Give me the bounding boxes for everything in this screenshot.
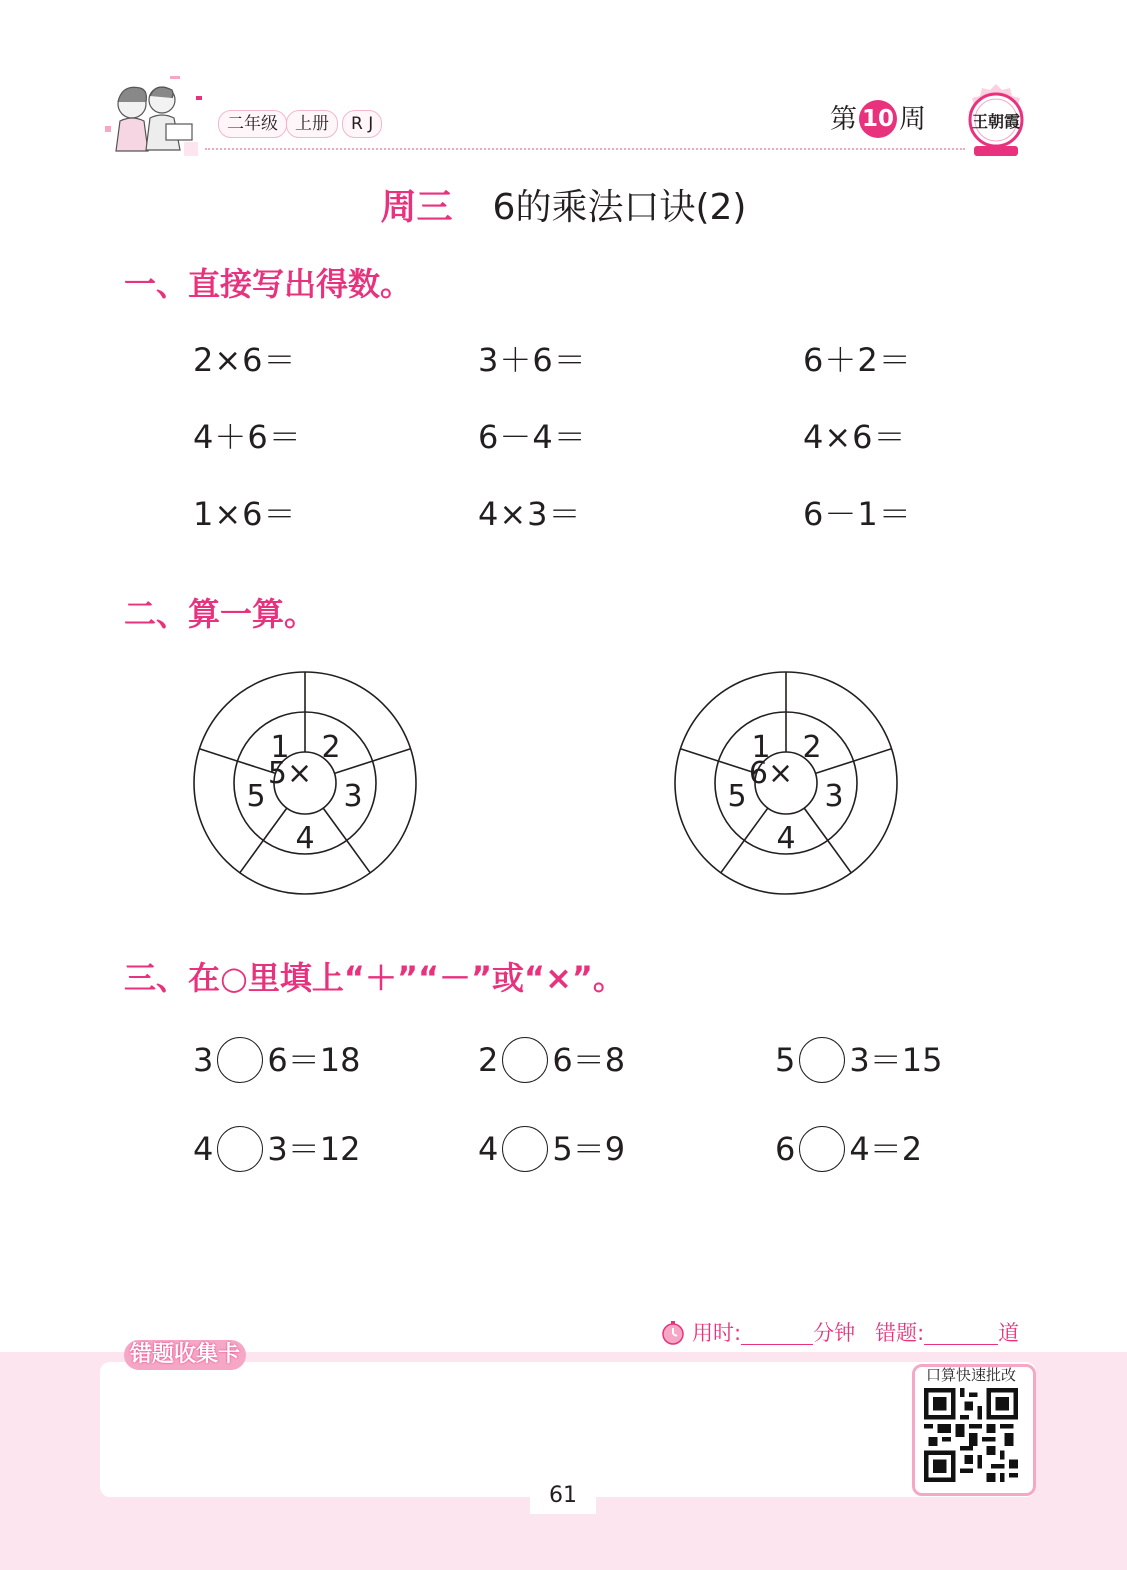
wheel-number: 5 [727, 779, 747, 814]
expression: 2×6＝ [193, 341, 297, 379]
wheel-number: 3 [824, 779, 844, 814]
multiplication-wheel [192, 670, 420, 898]
expression: 6＋2＝ [803, 341, 912, 379]
kids-illustration [100, 66, 210, 161]
wheel-number: 2 [321, 730, 341, 765]
header-divider [205, 148, 965, 150]
volume-pill: 上册 [286, 110, 338, 138]
wheel-number: 4 [295, 821, 315, 856]
equation-left: 2 [478, 1041, 499, 1079]
page-number: 61 [549, 1483, 577, 1508]
error-collection-card[interactable] [100, 1362, 1036, 1497]
operator-blank-circle[interactable] [799, 1126, 845, 1172]
errors-unit: 道 [998, 1321, 1020, 1345]
qr-code-icon[interactable] [924, 1388, 1018, 1482]
title-day: 周三 [380, 187, 453, 228]
wheel-number: 1 [751, 730, 771, 765]
equation-left: 3 [193, 1041, 214, 1079]
fill-operator-equation [193, 1125, 360, 1173]
fill-operator-equation [775, 1125, 922, 1173]
wheel-number: 2 [802, 730, 822, 765]
week-prefix: 第 [830, 104, 857, 135]
time-label: 用时: [692, 1321, 742, 1345]
equation-right: 6＝8 [552, 1041, 626, 1079]
week-label [830, 100, 926, 144]
equation-right: 6＝18 [267, 1041, 361, 1079]
wheel-center-label: 6× [748, 756, 794, 791]
equation-left: 4 [478, 1130, 499, 1168]
fill-operator-equation [193, 1036, 360, 1084]
operator-blank-circle[interactable] [217, 1126, 263, 1172]
brand-seal-logo [960, 80, 1032, 160]
expression: 6－4＝ [478, 418, 587, 456]
fill-operator-equation [478, 1125, 625, 1173]
grade-pill: 二年级 [218, 110, 287, 138]
operator-blank-circle[interactable] [217, 1037, 263, 1083]
section1-heading: 一、直接写出得数。 [124, 265, 413, 303]
expression: 4＋6＝ [193, 418, 302, 456]
equation-right: 4＝2 [849, 1130, 923, 1168]
errors-blank[interactable] [924, 1322, 998, 1345]
operator-blank-circle[interactable] [502, 1037, 548, 1083]
equation-right: 5＝9 [552, 1130, 626, 1168]
section3-heading: 三、在○里填上“＋”“－”或“×”。 [124, 959, 625, 997]
stamp-text: 王朝霞 [971, 112, 1021, 131]
multiplication-wheel [673, 670, 901, 898]
expression: 4×6＝ [803, 418, 907, 456]
time-blank[interactable] [741, 1322, 813, 1345]
operator-blank-circle[interactable] [502, 1126, 548, 1172]
equation-right: 3＝15 [849, 1041, 943, 1079]
qr-label: 口算快速批改 [925, 1366, 1016, 1384]
equation-right: 3＝12 [267, 1130, 361, 1168]
alarm-clock-icon [660, 1320, 686, 1346]
wheel-number: 4 [776, 821, 796, 856]
week-number: 10 [859, 100, 897, 138]
page-title [0, 184, 1127, 232]
time-error-stats [660, 1316, 1019, 1350]
wheel-number: 5 [246, 779, 266, 814]
wheel-number: 1 [270, 730, 290, 765]
expression: 3＋6＝ [478, 341, 587, 379]
fill-operator-equation [478, 1036, 625, 1084]
operator-blank-circle[interactable] [799, 1037, 845, 1083]
section2-heading: 二、算一算。 [124, 595, 317, 633]
expression: 6－1＝ [803, 495, 912, 533]
wheel-number: 3 [343, 779, 363, 814]
wheel-center-label: 5× [267, 756, 313, 791]
week-suffix: 周 [899, 104, 926, 135]
edition-pill: R J [342, 110, 382, 138]
expression: 1×6＝ [193, 495, 297, 533]
equation-left: 5 [775, 1041, 796, 1079]
fill-operator-equation [775, 1036, 942, 1084]
equation-left: 6 [775, 1130, 796, 1168]
title-topic: 6的乘法口诀(2) [492, 187, 747, 228]
time-unit: 分钟 [813, 1321, 856, 1345]
equation-left: 4 [193, 1130, 214, 1168]
card-title: 错题收集卡 [124, 1340, 246, 1370]
errors-label: 错题: [875, 1321, 925, 1345]
expression: 4×3＝ [478, 495, 582, 533]
